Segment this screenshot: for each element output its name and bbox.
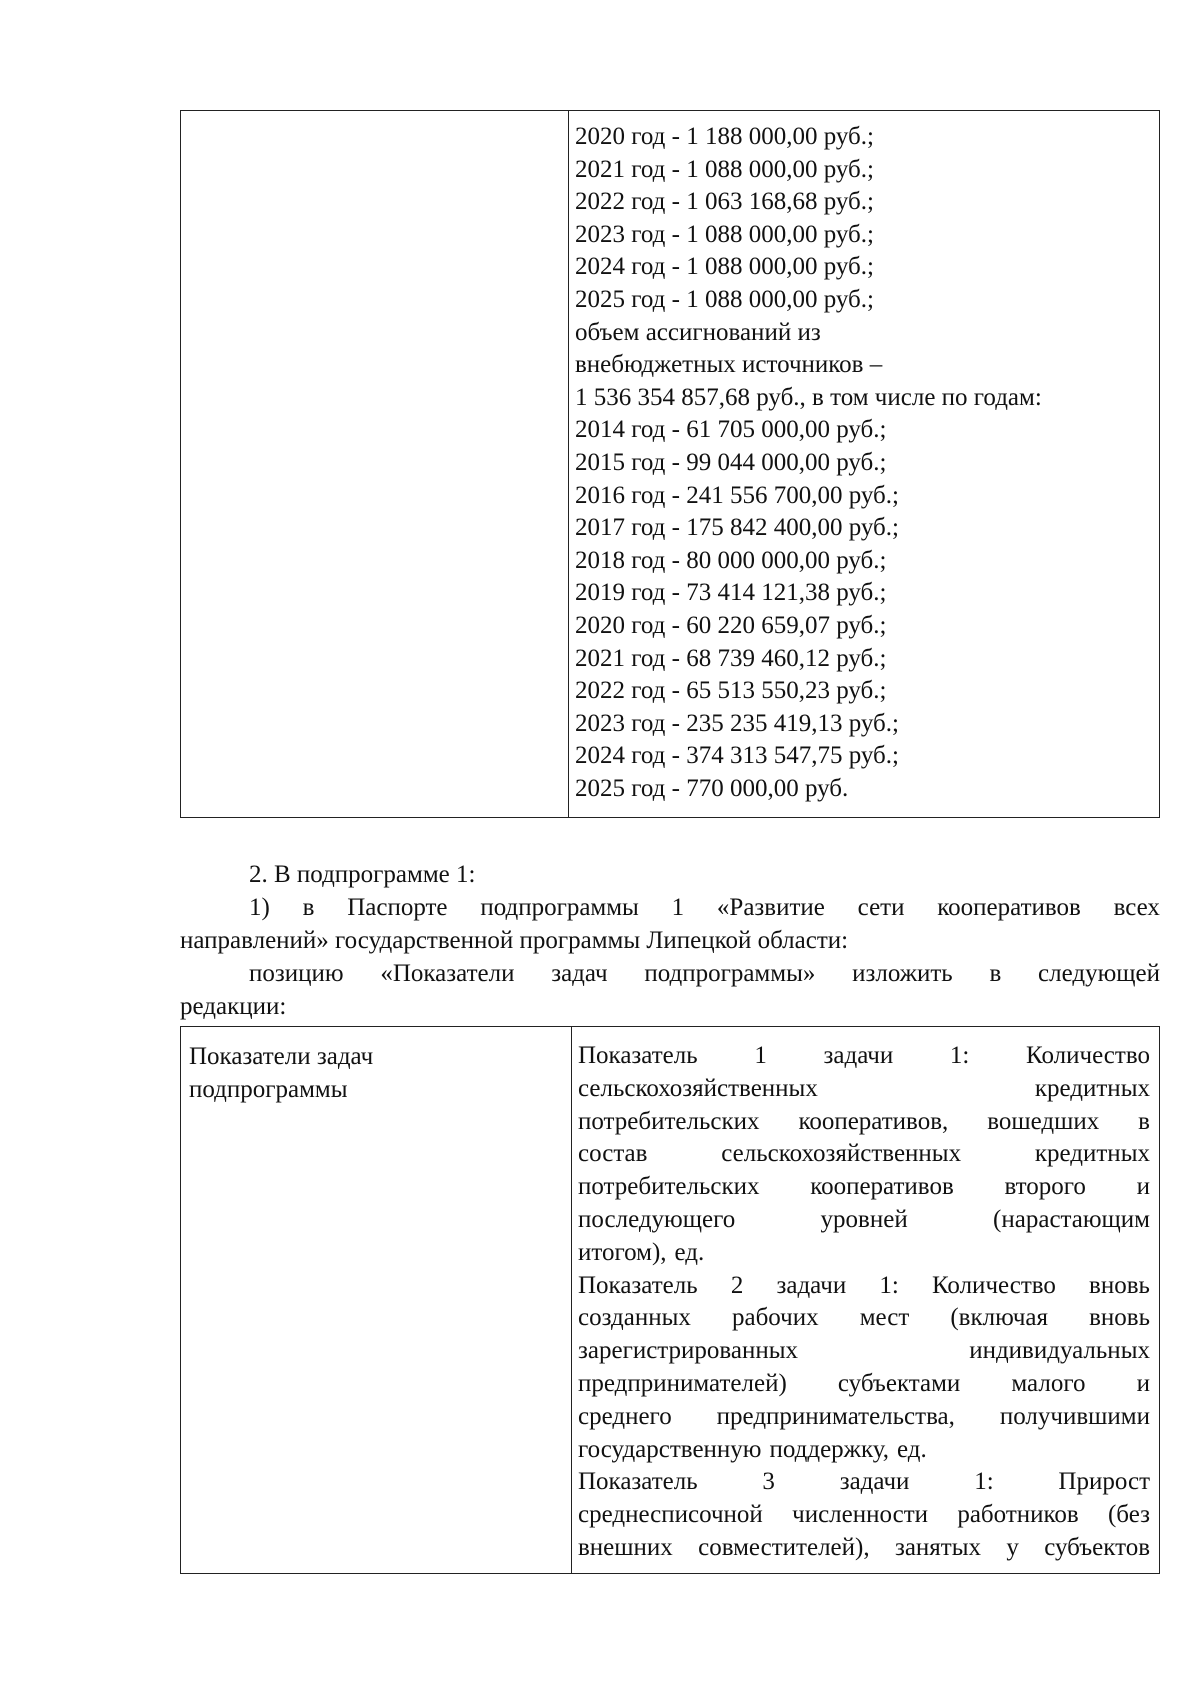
word: Показатель: [578, 1042, 698, 1069]
word: состав: [578, 1140, 648, 1168]
funding-line: 2020 год - 60 220 659,07 руб.;: [575, 611, 887, 639]
indicator-line: [578, 1401, 1150, 1434]
word: задач: [551, 960, 608, 987]
word: подпрограммы»: [644, 960, 816, 987]
word: 2: [730, 1271, 744, 1299]
word: ед.: [674, 1238, 705, 1266]
word: внешних: [578, 1533, 673, 1561]
word: мест: [859, 1304, 910, 1332]
indicator-line: [578, 1368, 1150, 1401]
word: государственную: [578, 1435, 762, 1463]
funding-line: 2014 год - 61 705 000,00 руб.;: [575, 416, 887, 444]
word: субъектов: [1044, 1533, 1150, 1561]
indicators-lines: [578, 1040, 1150, 1565]
column-divider: [571, 1027, 572, 1573]
word: Паспорте: [347, 894, 448, 921]
paragraph-position-line2: редакции:: [180, 993, 287, 1020]
word: задачи: [839, 1468, 910, 1496]
word: кооперативов: [937, 894, 1081, 921]
funding-line: объем ассигнований из: [575, 318, 821, 346]
word: кредитных: [1034, 1140, 1150, 1168]
indicator-line: [578, 1335, 1150, 1368]
column-divider: [568, 111, 569, 817]
word: поддержку,: [769, 1435, 889, 1463]
word: сети: [857, 894, 905, 921]
indicator-line: [578, 1466, 1150, 1499]
word: 1:: [949, 1042, 970, 1069]
word: 1:: [974, 1468, 994, 1496]
funding-line: 2020 год - 1 188 000,00 руб.;: [575, 123, 874, 150]
word: совместителей),: [698, 1533, 870, 1561]
word: 1: [754, 1042, 767, 1069]
word: сельскохозяйственных: [721, 1140, 962, 1168]
funding-line: 2021 год - 68 739 460,12 руб.;: [575, 644, 887, 672]
word: (включая: [950, 1304, 1049, 1332]
paragraph-passport-line1: [249, 891, 1160, 924]
word: второго: [1004, 1173, 1086, 1201]
word: 1:: [879, 1271, 899, 1299]
paragraph-subprogram-heading: 2. В подпрограмме 1:: [249, 861, 476, 888]
funding-line: 1 536 354 857,68 руб., в том числе по годам:: [575, 383, 1042, 411]
indicator-line: [578, 1073, 1150, 1106]
word: предпринимательства,: [716, 1402, 955, 1430]
word: занятых: [894, 1533, 982, 1561]
word: потребительских: [578, 1173, 760, 1201]
word: всех: [1113, 894, 1160, 921]
indicator-line: [578, 1434, 1150, 1467]
word: Показатель: [578, 1271, 698, 1299]
word: рабочих: [731, 1304, 819, 1332]
word: (нарастающим: [993, 1205, 1150, 1233]
funding-line: 2024 год - 1 088 000,00 руб.;: [575, 253, 874, 281]
indicator-line: [578, 1040, 1150, 1073]
word: изложить: [852, 960, 953, 987]
word: численности: [792, 1501, 929, 1529]
word: малого: [1011, 1369, 1086, 1397]
word: вновь: [1089, 1271, 1150, 1299]
funding-line: внебюджетных источников –: [575, 351, 883, 379]
paragraph-position-line1: [249, 957, 1160, 990]
word: потребительских: [578, 1107, 760, 1135]
word: вновь: [1089, 1304, 1150, 1332]
word: кредитных: [1034, 1074, 1150, 1102]
indicator-line: [578, 1302, 1150, 1335]
funding-line: 2025 год - 770 000,00 руб.: [575, 774, 849, 802]
word: кооперативов: [810, 1173, 954, 1201]
word: позицию: [249, 960, 344, 987]
funding-line: 2022 год - 65 513 550,23 руб.;: [575, 677, 887, 705]
word: в: [302, 894, 315, 921]
word: Количество: [931, 1271, 1056, 1299]
funding-line: 2017 год - 175 842 400,00 руб.;: [575, 514, 899, 542]
label-line: Показатели задач: [189, 1043, 374, 1070]
indicator-line: [578, 1499, 1150, 1532]
word: в: [989, 960, 1002, 987]
word: в: [1138, 1107, 1150, 1135]
word: предпринимателей): [578, 1369, 787, 1397]
funding-line: 2019 год - 73 414 121,38 руб.;: [575, 579, 887, 607]
word: вошедших: [987, 1107, 1100, 1135]
word: «Показатели: [380, 960, 515, 987]
funding-line: 2025 год - 1 088 000,00 руб.;: [575, 285, 874, 313]
funding-line: 2021 год - 1 088 000,00 руб.;: [575, 155, 874, 183]
word: итогом),: [578, 1238, 667, 1266]
word: (без: [1107, 1501, 1150, 1529]
word: 3: [762, 1468, 775, 1496]
word: работников: [957, 1501, 1079, 1529]
word: 1): [249, 894, 270, 921]
word: «Развитие: [716, 894, 825, 921]
word: субъектами: [837, 1369, 961, 1397]
word: получившими: [999, 1402, 1150, 1430]
indicator-line: [578, 1204, 1150, 1237]
word: созданных: [578, 1304, 691, 1332]
indicator-line: [578, 1237, 1150, 1270]
word: и: [1136, 1369, 1150, 1397]
funding-line: 2022 год - 1 063 168,68 руб.;: [575, 188, 874, 216]
word: задачи: [823, 1042, 894, 1069]
paragraph-passport-line2: направлений» государственной программы Липецкой области:: [180, 927, 849, 954]
word: зарегистрированных: [578, 1337, 799, 1365]
funding-table: [180, 110, 1160, 818]
word: кооперативов,: [798, 1107, 949, 1135]
word: ед.: [897, 1435, 927, 1463]
funding-line: 2018 год - 80 000 000,00 руб.;: [575, 546, 887, 574]
label-line: подпрограммы: [189, 1076, 348, 1103]
indicator-line: [578, 1106, 1150, 1139]
word: у: [1006, 1533, 1019, 1561]
indicator-line: [578, 1532, 1150, 1565]
funding-line: 2015 год - 99 044 000,00 руб.;: [575, 448, 887, 476]
funding-line: 2016 год - 241 556 700,00 руб.;: [575, 481, 899, 509]
word: среднесписочной: [578, 1501, 763, 1529]
funding-lines: [575, 121, 1042, 805]
funding-line: 2024 год - 374 313 547,75 руб.;: [575, 742, 899, 770]
word: следующей: [1038, 960, 1160, 987]
word: подпрограммы: [480, 894, 639, 921]
word: и: [1136, 1173, 1150, 1201]
indicators-label-cell: [189, 1040, 559, 1106]
word: Показатель: [578, 1468, 698, 1496]
indicator-line: [578, 1270, 1150, 1303]
funding-line: 2023 год - 235 235 419,13 руб.;: [575, 709, 899, 737]
funding-line: 2023 год - 1 088 000,00 руб.;: [575, 220, 874, 248]
word: Прирост: [1058, 1468, 1150, 1496]
word: сельскохозяйственных: [578, 1074, 818, 1102]
word: 1: [671, 894, 685, 921]
indicators-table: [180, 1026, 1160, 1574]
word: среднего: [578, 1402, 672, 1430]
indicator-line: [578, 1171, 1150, 1204]
word: задачи: [776, 1271, 847, 1299]
word: последующего: [578, 1205, 736, 1233]
word: уровней: [820, 1205, 908, 1233]
indicator-line: [578, 1138, 1150, 1171]
word: индивидуальных: [969, 1337, 1150, 1365]
word: Количество: [1026, 1042, 1150, 1069]
